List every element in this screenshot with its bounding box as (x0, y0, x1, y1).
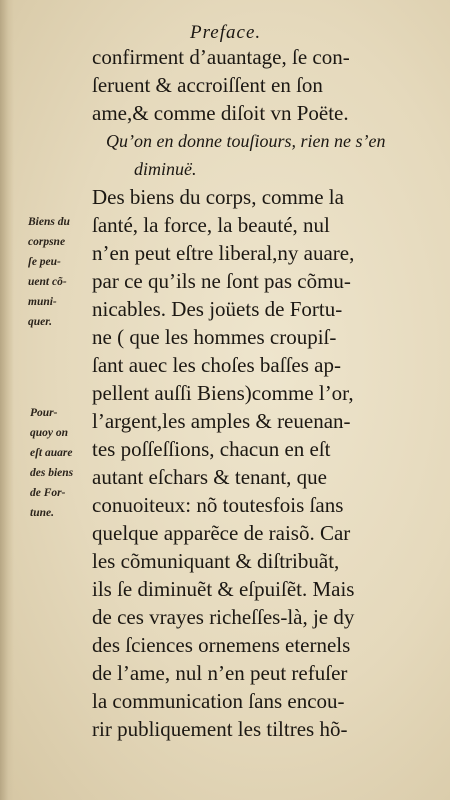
margin-note-line: muni- (28, 296, 57, 308)
page-gutter-shadow (0, 0, 14, 800)
text-line: Des biens du corps, comme la (92, 185, 344, 209)
text-line: autant eſchars & tenant, que (92, 465, 327, 489)
text-line: ſanté, la force, la beauté, nul (92, 213, 330, 237)
text-line: de l’ame, nul n’en peut refuſer (92, 661, 348, 685)
margin-note-line: ſe peu- (28, 256, 61, 268)
margin-note-line: de For- (30, 487, 66, 499)
text-line: quelque apparẽce de raisõ. Car (92, 521, 351, 545)
text-line: ils ſe diminuẽt & eſpuiſẽt. Mais (92, 577, 355, 601)
text-line: ſeruent & accroiſſent en ſon (92, 73, 323, 97)
text-line: conuoiteux: nõ toutesfois ſans (92, 493, 344, 517)
running-title: Preface. (190, 22, 262, 43)
margin-note-line: des biens (30, 467, 74, 479)
margin-note-line: Biens du (28, 216, 70, 228)
text-line: rir publiquement les tiltres hõ- (92, 717, 348, 741)
text-line: des ſciences ornemens eternels (92, 633, 351, 657)
text-line: pellent auſſi Biens)comme l’or, (92, 381, 354, 405)
text-line: diminuë. (134, 159, 197, 179)
text-line: ne ( que les hommes croupiſ- (92, 325, 337, 349)
text-line: n’en peut eſtre liberal,ny auare, (92, 241, 355, 265)
text-line: ame,& comme diſoit vn Poëte. (92, 101, 349, 125)
text-line: ſant auec les choſes baſſes ap- (92, 353, 341, 377)
margin-note-biens-du-corps (28, 212, 70, 332)
margin-note-line: eſt auare (30, 447, 73, 459)
text-line: nicables. Des joüets de Fortu- (92, 297, 343, 321)
margin-note-line: corpsne (28, 236, 66, 248)
margin-note-line: quoy on (30, 427, 69, 439)
margin-note-biens-de-fortune (30, 403, 73, 523)
text-line: tes poſſeſſions, chacun en eſt (92, 437, 331, 461)
margin-note-line: quer. (28, 316, 52, 328)
margin-note-line: tune. (30, 507, 54, 519)
text-line: confirment d’auantage, ſe con- (92, 45, 350, 69)
margin-note-line: uent cõ- (28, 276, 67, 288)
text-line: de ces vrayes richeſſes-là, je dy (92, 605, 355, 629)
text-line: l’argent,les amples & reuenan- (92, 409, 351, 433)
text-line: les cõmuniquant & diſtribuãt, (92, 549, 340, 573)
text-line: par ce qu’ils ne ſont pas cõmu- (92, 269, 351, 293)
body-text (92, 43, 422, 743)
text-line: Qu’on en donne touſiours, rien ne s’en (106, 131, 386, 151)
margin-note-line: Pour- (30, 407, 58, 419)
text-line: la communication ſans encou- (92, 689, 345, 713)
